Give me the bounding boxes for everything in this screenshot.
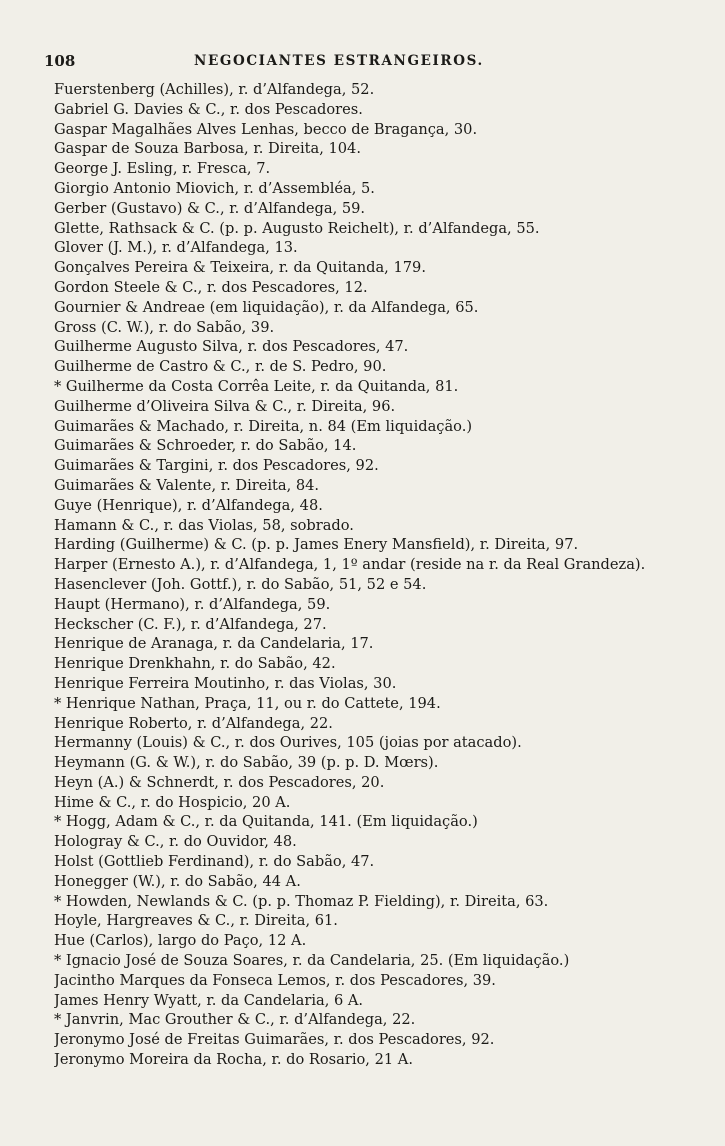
merchant-entry: James Henry Wyatt, r. da Candelaria, 6 A. — [54, 991, 364, 1009]
merchant-entry: Henrique Drenkhahn, r. do Sabão, 42. — [54, 655, 336, 673]
merchant-entry: Glette, Rathsack & C. (p. p. Augusto Reichelt), r. d’Alfandega, 55. — [54, 219, 540, 237]
merchant-entry: * Howden, Newlands & C. (p. p. Thomaz P. Fielding), r. Direita, 63. — [54, 892, 549, 910]
merchant-entry: Jacintho Marques da Fonseca Lemos, r. dos Pescadores, 39. — [54, 971, 496, 989]
merchant-entry: Guilherme Augusto Silva, r. dos Pescadores, 47. — [54, 338, 409, 356]
merchant-entry: Glover (J. M.), r. d’Alfandega, 13. — [54, 239, 298, 257]
merchant-entry: Hermanny (Louis) & C., r. dos Ourives, 105 (joias por atacado). — [54, 734, 522, 752]
merchant-entry: Harper (Ernesto A.), r. d’Alfandega, 1, 1º andar (reside na r. da Real Grandeza). — [54, 556, 646, 574]
merchant-entry: Gordon Steele & C., r. dos Pescadores, 12. — [54, 278, 368, 296]
merchant-entry: Gaspar Magalhães Alves Lenhas, becco de Bragança, 30. — [54, 120, 478, 138]
merchant-entry: Guimarães & Machado, r. Direita, n. 84 (Em liquidação.) — [54, 417, 473, 435]
page-header — [44, 52, 694, 74]
merchant-entry: Guimarães & Schroeder, r. do Sabão, 14. — [54, 437, 357, 455]
merchant-entry: Guimarães & Valente, r. Direita, 84. — [54, 476, 320, 494]
merchant-entry: Heckscher (C. F.), r. d’Alfandega, 27. — [54, 615, 327, 633]
merchant-entry: Gerber (Gustavo) & C., r. d’Alfandega, 59. — [54, 199, 366, 217]
merchant-entry: * Guilherme da Costa Corrêa Leite, r. da Quitanda, 81. — [54, 377, 459, 395]
running-title: NEGOCIANTES ESTRANGEIROS. — [194, 53, 484, 69]
merchant-entry: Heyn (A.) & Schnerdt, r. dos Pescadores, 20. — [54, 773, 385, 791]
merchant-entry: Henrique Ferreira Moutinho, r. das Violas, 30. — [54, 674, 397, 692]
merchant-entry: Gournier & Andreae (em liquidação), r. da Alfandega, 65. — [54, 298, 479, 316]
merchant-entry: Guilherme de Castro & C., r. de S. Pedro, 90. — [54, 358, 387, 376]
merchant-entry: Hasenclever (Joh. Gottf.), r. do Sabão, 51, 52 e 54. — [54, 575, 427, 593]
merchant-entry: Gross (C. W.), r. do Sabão, 39. — [54, 318, 275, 336]
merchant-entry: Holst (Gottlieb Ferdinand), r. do Sabão, 47. — [54, 853, 375, 871]
merchant-entry: Guimarães & Targini, r. dos Pescadores, 92. — [54, 457, 379, 475]
page-number: 108 — [44, 52, 76, 70]
merchant-entry: * Ignacio José de Souza Soares, r. da Candelaria, 25. (Em liquidação.) — [54, 952, 570, 970]
merchant-entry: George J. Esling, r. Fresca, 7. — [54, 160, 271, 178]
merchant-entry: Jeronymo José de Freitas Guimarães, r. dos Pescadores, 92. — [54, 1031, 495, 1049]
merchant-entry: * Hogg, Adam & C., r. da Quitanda, 141. (Em liquidação.) — [54, 813, 478, 831]
merchant-entry: Gaspar de Souza Barbosa, r. Direita, 104. — [54, 140, 361, 158]
merchant-entry: Haupt (Hermano), r. d’Alfandega, 59. — [54, 595, 331, 613]
merchant-entry: Fuerstenberg (Achilles), r. d’Alfandega, 52. — [54, 81, 375, 98]
merchant-entry: Gonçalves Pereira & Teixeira, r. da Quitanda, 179. — [54, 259, 426, 277]
merchant-entry: Guilherme d’Oliveira Silva & C., r. Direita, 96. — [54, 397, 396, 415]
merchant-entry: * Henrique Nathan, Praça, 11, ou r. do Cattete, 194. — [54, 694, 441, 712]
merchant-entry: Heymann (G. & W.), r. do Sabão, 39 (p. p. D. Mœrs). — [54, 754, 439, 772]
merchant-entry: Hime & C., r. do Hospicio, 20 A. — [54, 793, 291, 811]
merchant-entry: Jeronymo Moreira da Rocha, r. do Rosario, 21 A. — [54, 1051, 413, 1069]
merchant-entry: Honegger (W.), r. do Sabão, 44 A. — [54, 872, 301, 890]
merchant-entry: Harding (Guilherme) & C. (p. p. James Enery Mansfield), r. Direita, 97. — [54, 536, 579, 554]
merchant-entry: Hologray & C., r. do Ouvidor, 48. — [54, 833, 297, 851]
merchant-entry: * Janvrin, Mac Grouther & C., r. d’Alfandega, 22. — [54, 1011, 416, 1029]
merchant-entry: Hue (Carlos), largo do Paço, 12 A. — [54, 932, 307, 950]
merchant-entry: Henrique de Aranaga, r. da Candelaria, 17. — [54, 635, 374, 653]
merchant-entry: Henrique Roberto, r. d’Alfandega, 22. — [54, 714, 333, 732]
merchant-entry: Hoyle, Hargreaves & C., r. Direita, 61. — [54, 912, 338, 930]
merchant-entry: Hamann & C., r. das Violas, 58, sobrado. — [54, 516, 354, 534]
merchant-entry: Giorgio Antonio Miovich, r. d’Assembléa, 5. — [54, 179, 375, 197]
merchant-list — [54, 80, 694, 1070]
merchant-entry: Guye (Henrique), r. d’Alfandega, 48. — [54, 496, 323, 514]
merchant-entry: Gabriel G. Davies & C., r. dos Pescadores. — [54, 100, 363, 118]
